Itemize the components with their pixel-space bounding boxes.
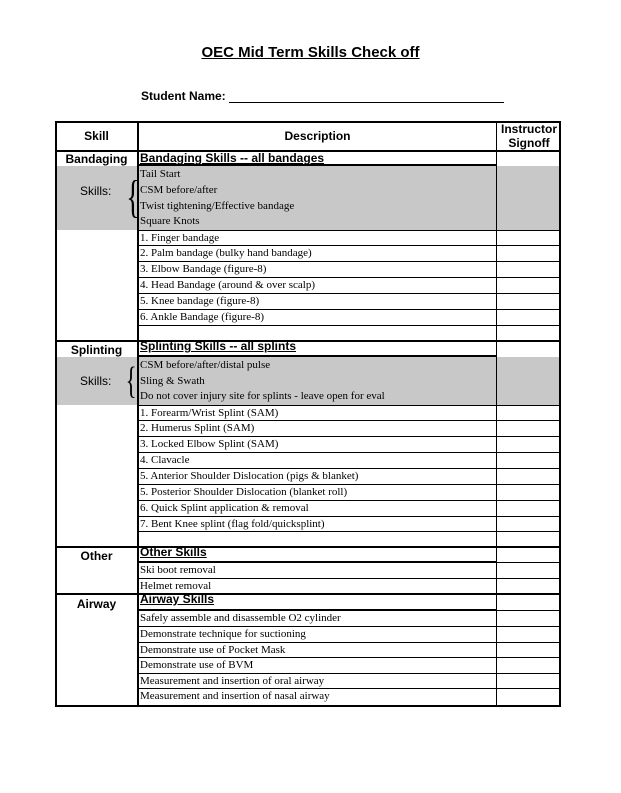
- table-row: Demonstrate technique for suctioning: [138, 627, 497, 643]
- signoff-cell[interactable]: [497, 230, 561, 246]
- table-row: 2. Humerus Splint (SAM): [138, 421, 497, 437]
- header-signoff: Instructor Signoff: [500, 121, 557, 150]
- header-skill: Skill: [84, 128, 109, 143]
- signoff-cell[interactable]: [497, 326, 561, 341]
- page-title: OEC Mid Term Skills Check off: [201, 44, 420, 61]
- table-row: Demonstrate use of Pocket Mask: [138, 643, 497, 658]
- signoff-cell[interactable]: [497, 405, 561, 421]
- signoff-cell[interactable]: [497, 501, 561, 517]
- student-name-field[interactable]: [141, 89, 504, 103]
- section-name-other: Other: [80, 549, 113, 563]
- signoff-cell[interactable]: [497, 246, 561, 262]
- gray-item: CSM before/after/distal pulse: [140, 359, 271, 371]
- table-row: 5. Anterior Shoulder Dislocation (pigs & blanket): [138, 469, 497, 485]
- skills-label-splinting: Skills:: [80, 374, 112, 388]
- header-description: Description: [284, 128, 351, 143]
- student-name-line[interactable]: [229, 90, 504, 103]
- signoff-cell[interactable]: [497, 658, 561, 674]
- table-row: 3. Elbow Bandage (figure-8): [138, 262, 497, 278]
- signoff-cell[interactable]: [497, 611, 561, 627]
- signoff-cell[interactable]: [497, 437, 561, 453]
- table-row: 1. Forearm/Wrist Splint (SAM): [138, 405, 497, 421]
- signoff-cell[interactable]: [497, 278, 561, 294]
- section-name-airway: Airway: [76, 597, 117, 611]
- section-name-bandaging: Bandaging: [65, 152, 128, 166]
- table-header: [55, 121, 561, 152]
- signoff-cell[interactable]: [497, 627, 561, 643]
- gray-item: Twist tightening/Effective bandage: [140, 200, 295, 212]
- signoff-cell[interactable]: [497, 421, 561, 437]
- signoff-cell[interactable]: [497, 294, 561, 310]
- table-row: 4. Clavacle: [138, 453, 497, 469]
- signoff-cell[interactable]: [497, 517, 561, 532]
- gray-item: Sling & Swath: [140, 375, 205, 387]
- gray-item: Tail Start: [140, 168, 181, 180]
- skills-table: [55, 121, 561, 707]
- table-row: 6. Ankle Bandage (figure-8): [138, 310, 497, 326]
- signoff-cell[interactable]: [497, 453, 561, 469]
- gray-item: Do not cover injury site for splints - leave open for eval: [140, 390, 385, 402]
- signoff-cell[interactable]: [497, 593, 561, 611]
- signoff-cell[interactable]: [497, 579, 561, 594]
- signoff-cell[interactable]: [497, 546, 561, 563]
- signoff-cell[interactable]: [497, 469, 561, 485]
- gray-item: CSM before/after: [140, 184, 218, 196]
- signoff-cell[interactable]: [497, 674, 561, 689]
- table-row: 4. Head Bandage (around & over scalp): [138, 278, 497, 294]
- table-row: Safely assemble and disassemble O2 cylinder: [138, 611, 497, 627]
- section-header-airway: Airway Skills: [138, 593, 497, 611]
- table-row: Ski boot removal: [138, 563, 497, 579]
- table-row: 6. Quick Splint application & removal: [138, 501, 497, 517]
- section-name-splinting: Splinting: [70, 343, 123, 357]
- brace-icon: {: [126, 171, 140, 222]
- gray-item: Square Knots: [140, 215, 200, 227]
- table-row: 2. Palm bandage (bulky hand bandage): [138, 246, 497, 262]
- section-header-bandaging: Bandaging Skills -- all bandages: [138, 150, 497, 166]
- skills-label-bandaging: Skills:: [80, 184, 112, 198]
- brace-icon: {: [125, 360, 137, 402]
- table-row: Measurement and insertion of nasal airway: [140, 690, 330, 702]
- student-name-label: Student Name:: [141, 89, 226, 103]
- table-row: 3. Locked Elbow Splint (SAM): [138, 437, 497, 453]
- signoff-cell[interactable]: [497, 689, 561, 705]
- section-header-splinting: Splinting Skills -- all splints: [138, 340, 497, 357]
- table-row: 5. Knee bandage (figure-8): [138, 294, 497, 310]
- section-header-other: Other Skills: [138, 546, 497, 563]
- signoff-cell[interactable]: [497, 643, 561, 658]
- table-row: Measurement and insertion of oral airway: [138, 674, 497, 689]
- signoff-cell[interactable]: [497, 262, 561, 278]
- table-row: 7. Bent Knee splint (flag fold/quicksplint): [138, 517, 497, 532]
- table-row: 5. Posterior Shoulder Dislocation (blanket roll): [138, 485, 497, 501]
- signoff-cell[interactable]: [497, 310, 561, 326]
- table-row: Demonstrate use of BVM: [138, 658, 497, 674]
- signoff-cell[interactable]: [497, 563, 561, 579]
- signoff-cell[interactable]: [497, 485, 561, 501]
- table-row: Helmet removal: [138, 579, 497, 594]
- table-row: 1. Finger bandage: [138, 230, 497, 246]
- signoff-cell[interactable]: [497, 532, 561, 547]
